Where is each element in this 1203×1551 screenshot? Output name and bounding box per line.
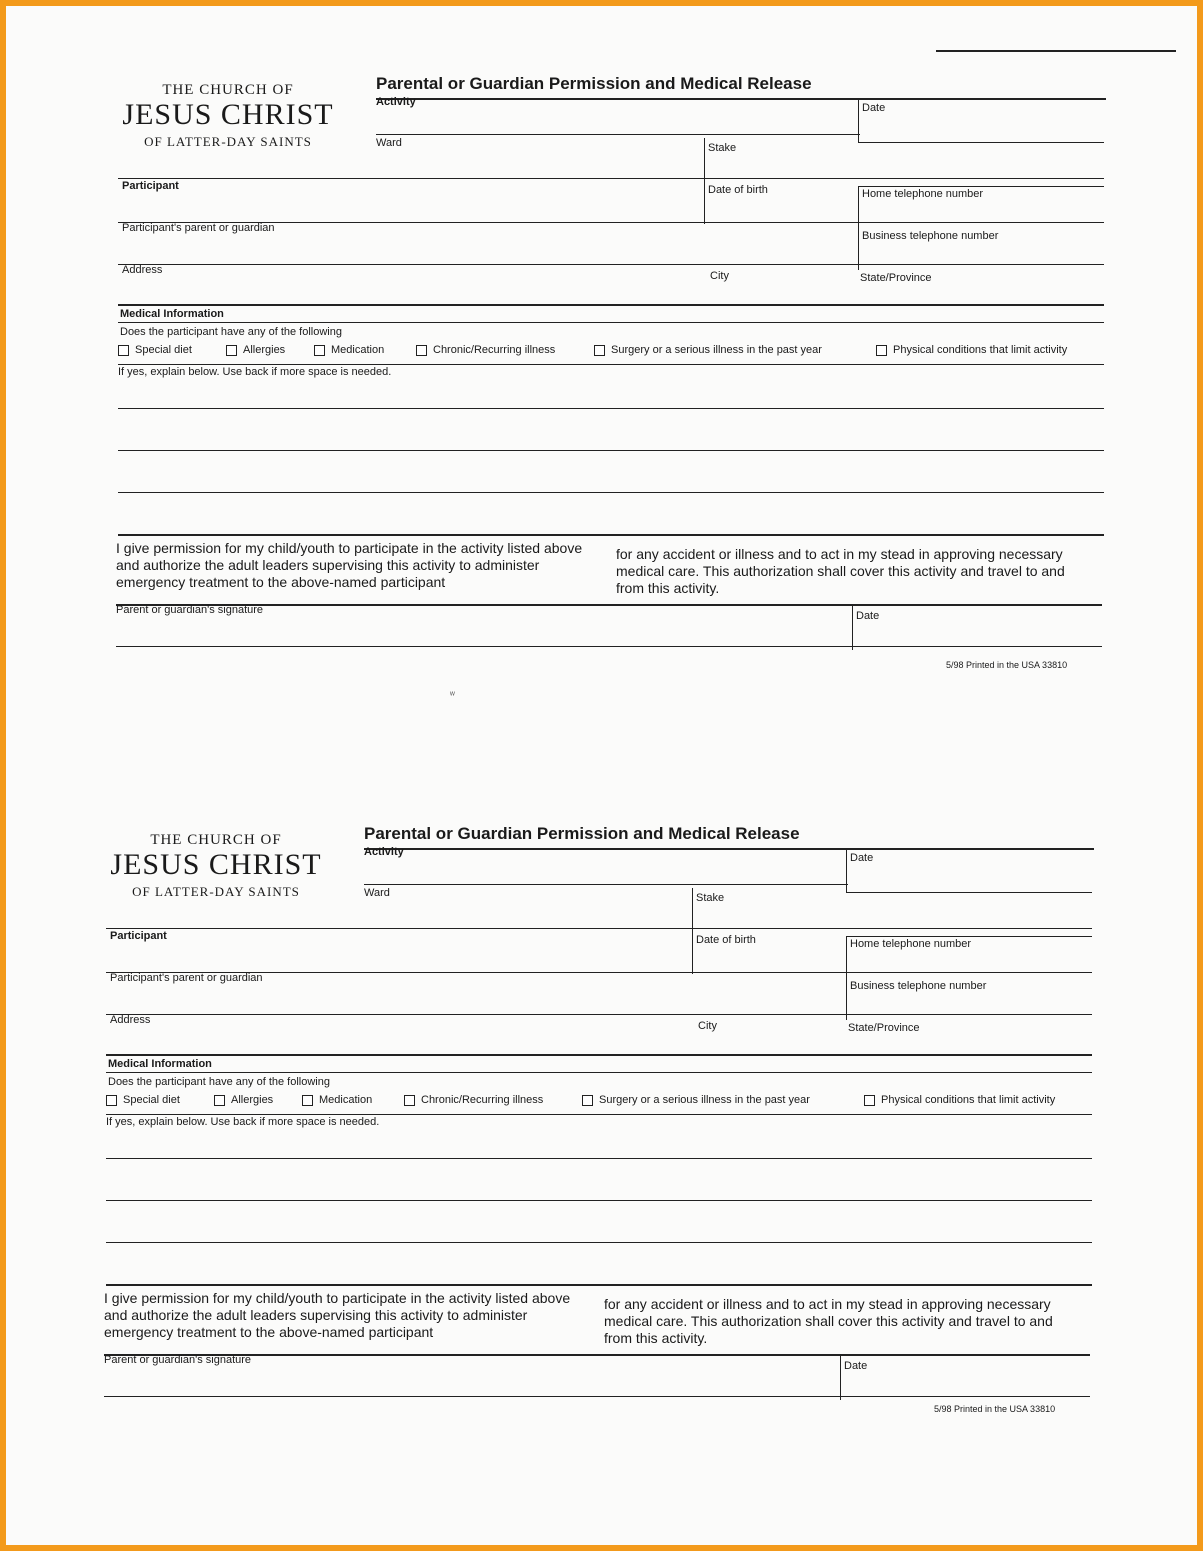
- parent-guardian-label: Participant's parent or guardian: [110, 972, 263, 984]
- explain-instruction: If yes, explain below. Use back if more space is needed.: [118, 366, 392, 378]
- checkbox-medication[interactable]: Medication: [302, 1094, 372, 1106]
- parent-guardian-field[interactable]: [122, 236, 852, 260]
- permission-text-right: for any accident or illness and to act in my stead in approving necessary medical care. This authorization shall cover this activity and travel to and from this activity.: [616, 546, 1065, 596]
- business-phone-field[interactable]: [850, 994, 1090, 1016]
- stake-field[interactable]: [712, 154, 1102, 178]
- explain-line-3[interactable]: [106, 1242, 1092, 1243]
- ward-label: Ward: [364, 887, 390, 899]
- checkbox-chronic-illness[interactable]: Chronic/Recurring illness: [416, 344, 555, 356]
- checkbox-medication[interactable]: Medication: [314, 344, 384, 356]
- date-of-birth-field[interactable]: [696, 948, 842, 970]
- medical-question: Does the participant have any of the following: [108, 1076, 330, 1088]
- checkbox-box[interactable]: [876, 345, 887, 356]
- date-label: Date: [850, 852, 874, 864]
- signature-date-label: Date: [856, 610, 880, 622]
- church-logo-line1: THE CHURCH OF: [162, 82, 294, 98]
- date-of-birth-label: Date of birth: [708, 184, 768, 196]
- home-phone-field[interactable]: [850, 952, 1090, 974]
- checkbox-box[interactable]: [226, 345, 237, 356]
- ward-field[interactable]: [412, 138, 702, 174]
- parent-guardian-field[interactable]: [110, 986, 840, 1010]
- checkbox-box[interactable]: [864, 1095, 875, 1106]
- participant-field[interactable]: [110, 944, 688, 968]
- permission-text-right: for any accident or illness and to act in my stead in approving necessary medical care. This authorization shall cover this activity and travel to and from this activity.: [604, 1296, 1053, 1346]
- signature-field[interactable]: [116, 620, 846, 644]
- explain-instruction: If yes, explain below. Use back if more space is needed.: [106, 1116, 380, 1128]
- home-phone-field[interactable]: [862, 202, 1102, 224]
- checkbox-box[interactable]: [302, 1095, 313, 1106]
- checkbox-box[interactable]: [314, 345, 325, 356]
- permission-text-left: I give permission for my child/youth to participate in the activity listed above and authorize the adult leaders supervising this activity to administer emergency treatment to the above-named participant: [116, 540, 583, 590]
- business-phone-label: Business telephone number: [850, 980, 987, 992]
- checkbox-chronic-illness[interactable]: Chronic/Recurring illness: [404, 1094, 543, 1106]
- explain-line-2[interactable]: [106, 1200, 1092, 1201]
- signature-label: Parent or guardian's signature: [104, 1354, 252, 1366]
- checkbox-box[interactable]: [214, 1095, 225, 1106]
- checkbox-allergies[interactable]: Allergies: [226, 344, 285, 356]
- stake-label: Stake: [696, 892, 725, 904]
- city-label: City: [698, 1020, 717, 1032]
- business-phone-field[interactable]: [862, 244, 1102, 266]
- explain-line-1[interactable]: [106, 1158, 1092, 1159]
- signature-date-label: Date: [844, 1360, 868, 1372]
- explain-line-1[interactable]: [118, 408, 1104, 409]
- business-phone-label: Business telephone number: [862, 230, 999, 242]
- checkbox-surgery[interactable]: Surgery or a serious illness in the past year: [594, 344, 822, 356]
- checkbox-box[interactable]: [594, 345, 605, 356]
- top-rule: [936, 50, 1176, 52]
- medical-heading: Medical Information: [108, 1058, 212, 1070]
- medical-heading: Medical Information: [120, 308, 224, 320]
- checkbox-surgery[interactable]: Surgery or a serious illness in the past year: [582, 1094, 810, 1106]
- stake-label: Stake: [708, 142, 737, 154]
- checkbox-physical-conditions[interactable]: Physical conditions that limit activity: [876, 344, 1067, 356]
- explain-line-3[interactable]: [118, 492, 1104, 493]
- signature-field[interactable]: [104, 1370, 834, 1394]
- form-footer: 5/98 Printed in the USA 33810: [934, 1404, 1056, 1414]
- stake-field[interactable]: [700, 904, 1090, 928]
- home-phone-label: Home telephone number: [850, 938, 972, 950]
- state-field[interactable]: [862, 284, 1102, 302]
- checkbox-box[interactable]: [118, 345, 129, 356]
- address-label: Address: [122, 264, 163, 276]
- permission-form-1: [112, 74, 1112, 714]
- checkbox-allergies[interactable]: Allergies: [214, 1094, 273, 1106]
- city-label: City: [710, 270, 729, 282]
- signature-date-field[interactable]: [844, 1374, 1084, 1396]
- checkbox-special-diet[interactable]: Special diet: [118, 344, 192, 356]
- activity-field[interactable]: [442, 104, 852, 132]
- church-logo-line1: THE CHURCH OF: [150, 832, 282, 848]
- home-phone-label: Home telephone number: [862, 188, 984, 200]
- explain-line-2[interactable]: [118, 450, 1104, 451]
- date-of-birth-field[interactable]: [708, 198, 854, 220]
- medical-question: Does the participant have any of the following: [120, 326, 342, 338]
- permission-text-left: I give permission for my child/youth to participate in the activity listed above and authorize the adult leaders supervising this activity to administer emergency treatment to the above-named participant: [104, 1290, 571, 1340]
- participant-label: Participant: [122, 180, 179, 192]
- address-field[interactable]: [122, 278, 700, 300]
- city-field[interactable]: [712, 282, 854, 302]
- address-label: Address: [110, 1014, 151, 1026]
- checkbox-special-diet[interactable]: Special diet: [106, 1094, 180, 1106]
- signature-date-field[interactable]: [856, 624, 1096, 646]
- date-field[interactable]: [864, 118, 1102, 140]
- checkbox-box[interactable]: [416, 345, 427, 356]
- form-title: Parental or Guardian Permission and Medical Release: [364, 824, 800, 843]
- activity-label: Activity: [364, 846, 404, 858]
- checkbox-box[interactable]: [106, 1095, 117, 1106]
- checkbox-box[interactable]: [582, 1095, 593, 1106]
- date-field[interactable]: [852, 868, 1090, 890]
- condition-checkboxes: [106, 1094, 1086, 1110]
- parent-guardian-label: Participant's parent or guardian: [122, 222, 275, 234]
- activity-field[interactable]: [430, 854, 840, 882]
- address-field[interactable]: [110, 1028, 688, 1050]
- state-label: State/Province: [848, 1022, 920, 1034]
- ward-label: Ward: [376, 137, 402, 149]
- date-label: Date: [862, 102, 886, 114]
- permission-form-2: [100, 824, 1100, 1464]
- participant-field[interactable]: [122, 194, 700, 218]
- state-field[interactable]: [850, 1034, 1090, 1052]
- ward-field[interactable]: [400, 888, 690, 924]
- church-logo-line2: JESUS CHRIST: [122, 98, 334, 131]
- scan-mark: ʷ: [450, 690, 455, 701]
- signature-label: Parent or guardian's signature: [116, 604, 264, 616]
- date-of-birth-label: Date of birth: [696, 934, 756, 946]
- city-field[interactable]: [700, 1032, 842, 1052]
- form-title: Parental or Guardian Permission and Medical Release: [376, 74, 812, 93]
- church-logo-line3: OF LATTER-DAY SAINTS: [144, 134, 312, 149]
- church-logo-line2: JESUS CHRIST: [110, 848, 322, 881]
- condition-checkboxes: [118, 344, 1098, 360]
- checkbox-physical-conditions[interactable]: Physical conditions that limit activity: [864, 1094, 1055, 1106]
- church-logo-line3: OF LATTER-DAY SAINTS: [132, 884, 300, 899]
- activity-label: Activity: [376, 96, 416, 108]
- state-label: State/Province: [860, 272, 932, 284]
- form-footer: 5/98 Printed in the USA 33810: [946, 660, 1068, 670]
- participant-label: Participant: [110, 930, 167, 942]
- checkbox-box[interactable]: [404, 1095, 415, 1106]
